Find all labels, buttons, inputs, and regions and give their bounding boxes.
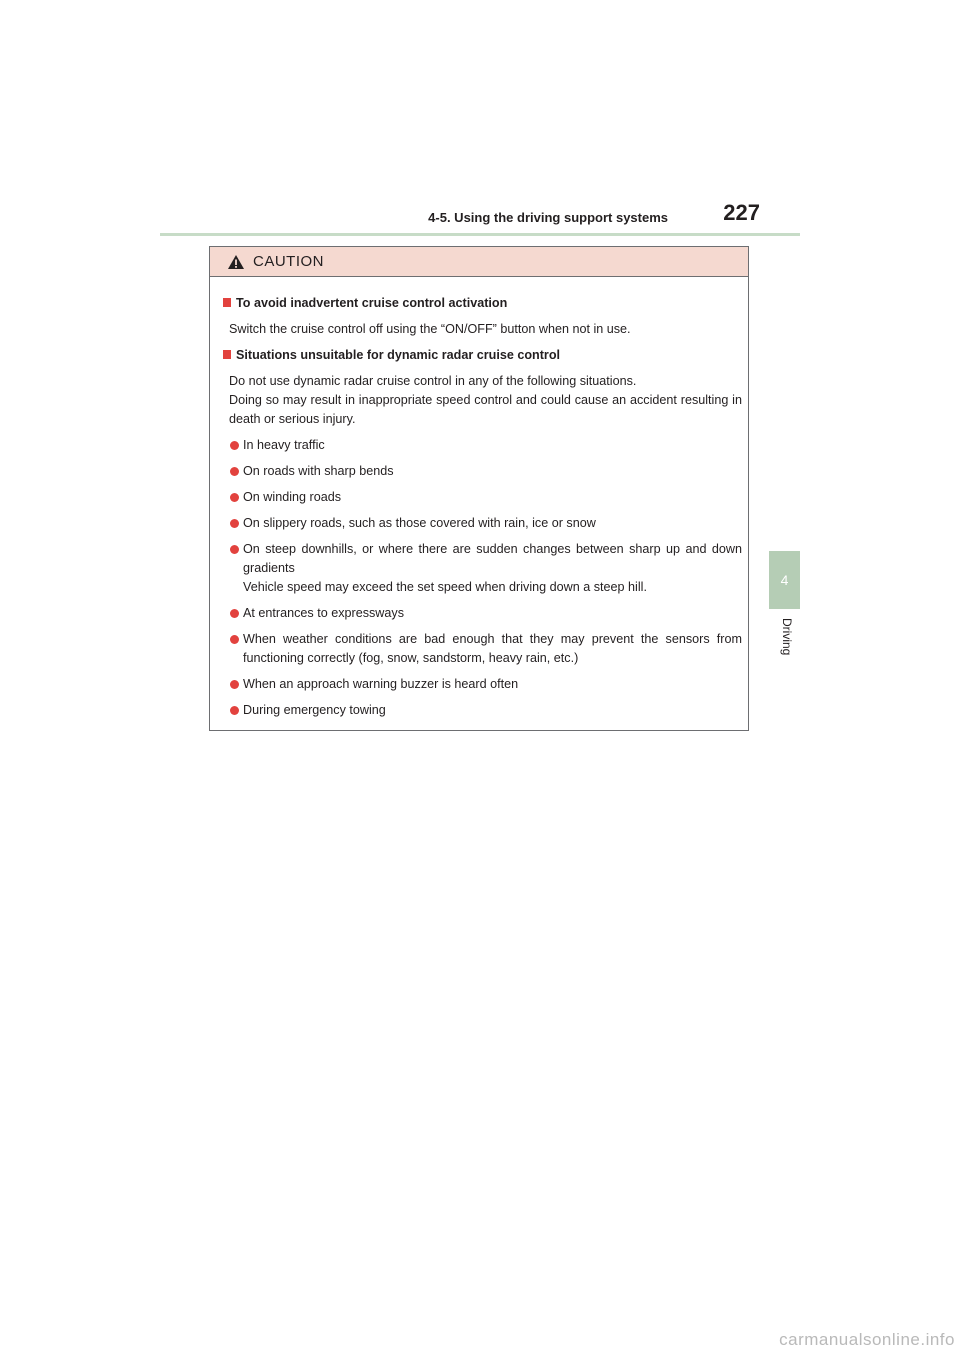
section-title: 4-5. Using the driving support systems [428, 210, 668, 225]
paragraph: Switch the cruise control off using the “ON/OFF” button when not in use. [229, 322, 631, 336]
round-bullet-icon [230, 467, 239, 476]
caution-body [210, 277, 748, 720]
list-item: During emergency towing [229, 701, 742, 720]
round-bullet-icon [230, 545, 239, 554]
section-heading: Situations unsuitable for dynamic radar cruise control [216, 346, 742, 365]
list-item: When an approach warning buzzer is heard often [229, 675, 742, 694]
item-note: Vehicle speed may exceed the set speed when driving down a steep hill. [243, 580, 647, 594]
paragraph: Do not use dynamic radar cruise control in any of the following situations. Doing so may result in inappropriate speed control and could cause an accident resulting in death or serious injury. [229, 374, 742, 426]
list-item: When weather conditions are bad enough that they may prevent the sensors from functioning correctly (fog, snow, sandstorm, heavy rain, etc.) [229, 630, 742, 668]
list-item: At entrances to expressways [229, 604, 742, 623]
list-item: On steep downhills, or where there are sudden changes between sharp up and down gradients Vehicle speed may exceed the set speed when driving down a steep hill. [229, 540, 742, 597]
round-bullet-icon [230, 519, 239, 528]
list-item: On slippery roads, such as those covered with rain, ice or snow [229, 514, 742, 533]
chapter-number: 4 [780, 572, 789, 588]
caution-header [210, 247, 748, 277]
round-bullet-icon [230, 609, 239, 618]
square-bullet-icon [223, 298, 231, 307]
round-bullet-icon [230, 441, 239, 450]
page-number: 227 [723, 200, 760, 225]
round-bullet-icon [230, 635, 239, 644]
square-bullet-icon [223, 350, 231, 359]
list-item: On roads with sharp bends [229, 462, 742, 481]
chapter-label: Driving [780, 618, 794, 656]
chapter-tab [769, 551, 800, 609]
round-bullet-icon [230, 493, 239, 502]
list-item: In heavy traffic [229, 436, 742, 455]
round-bullet-icon [230, 706, 239, 715]
caution-title: CAUTION [253, 253, 324, 270]
round-bullet-icon [230, 680, 239, 689]
header-rule [160, 233, 800, 236]
section-heading: To avoid inadvertent cruise control activation [216, 294, 742, 313]
caution-box [209, 246, 749, 731]
list-item: On winding roads [229, 488, 742, 507]
watermark[interactable]: carmanualsonline.info [779, 1330, 955, 1349]
warning-triangle-icon [227, 254, 245, 270]
